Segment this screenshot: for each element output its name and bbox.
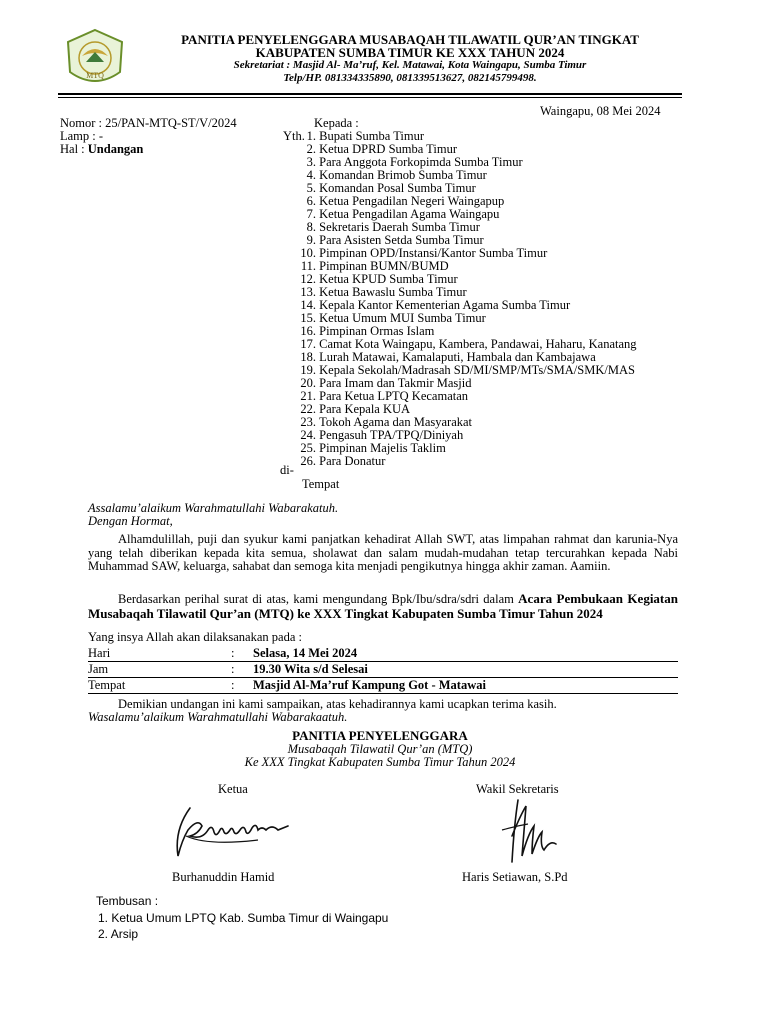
cc-label: Tembusan : — [96, 894, 159, 908]
chair-title: Ketua — [218, 782, 248, 796]
recipient-name: Tokoh Agama dan Masyarakat — [319, 415, 473, 429]
event-details — [88, 646, 678, 694]
event-detail-label: Hari — [88, 646, 111, 660]
recipient-name: Pimpinan Ormas Islam — [319, 324, 435, 338]
recipient-name: Pengasuh TPA/TPQ/Diniyah — [319, 428, 464, 442]
greeting-hormat: Dengan Hormat, — [88, 514, 173, 528]
recipient-number: 23. — [300, 415, 316, 429]
cc-item — [98, 910, 388, 926]
recipients-tempat: Tempat — [302, 477, 340, 491]
recipient-number: 8. — [306, 220, 316, 234]
recipient-item — [280, 455, 700, 468]
event-detail-value: 19.30 Wita s/d Selesai — [253, 662, 368, 676]
recipient-name: Ketua Pengadilan Agama Waingapu — [319, 207, 500, 221]
recipient-name: Pimpinan BUMN/BUMD — [319, 259, 449, 273]
cc-text: Arsip — [110, 927, 139, 941]
recipient-number: 10. — [300, 246, 316, 260]
recipient-name: Kepala Kantor Kementerian Agama Sumba Timur — [319, 298, 571, 312]
paragraph-invitation — [88, 592, 678, 621]
letter-number: Nomor : 25/PAN-MTQ-ST/V/2024 — [60, 116, 237, 130]
subject-label: Hal : — [60, 142, 85, 156]
committee-name: PANITIA PENYELENGGARA — [292, 728, 468, 743]
recipient-number: 15. — [300, 311, 316, 325]
letterhead-title-line1: PANITIA PENYELENGGARA MUSABAQAH TILAWATIL QUR’AN TINGKAT — [181, 32, 639, 47]
recipient-number: 12. — [300, 272, 316, 286]
recipient-number: 18. — [300, 350, 316, 364]
recipient-number: 2. — [306, 142, 316, 156]
letterhead-phone: Telp/HP. 081334335890, 081339513627, 082145799498. — [283, 72, 537, 84]
cc-list — [98, 910, 388, 942]
event-detail-colon: : — [231, 646, 235, 660]
letterhead-rule-thick — [58, 93, 682, 95]
recipients-yth: Yth. — [283, 129, 305, 143]
recipient-number: 14. — [300, 298, 316, 312]
recipient-name: Para Imam dan Takmir Masjid — [319, 376, 472, 390]
event-detail-row — [88, 662, 678, 678]
recipient-name: Para Kepala KUA — [319, 402, 411, 416]
recipient-name: Komandan Posal Sumba Timur — [319, 181, 476, 195]
recipient-number: 5. — [306, 181, 316, 195]
letter-subject — [60, 143, 143, 156]
recipient-number: 7. — [306, 207, 316, 221]
recipient-number: 9. — [306, 233, 316, 247]
recipient-number: 16. — [300, 324, 316, 338]
logo-mtq-label: MTQ — [86, 71, 104, 80]
recipient-number: 3. — [306, 155, 316, 169]
letterhead-secretariat: Sekretariat : Masjid Al- Ma’ruf, Kel. Matawai, Kota Waingapu, Sumba Timur — [233, 59, 587, 71]
recipient-name: Ketua Bawaslu Sumba Timur — [319, 285, 467, 299]
invitation-event: Acara Pembukaan Kegiatan Musabaqah Tilawatil Qur’an (MTQ) ke XXX Tingkat Kabupaten Sumba Timur Tahun 2024 — [88, 591, 678, 621]
recipient-name: Para Asisten Setda Sumba Timur — [319, 233, 484, 247]
recipient-number: 25. — [300, 441, 316, 455]
recipient-name: Pimpinan Majelis Taklim — [319, 441, 446, 455]
subject-value: Undangan — [87, 142, 144, 156]
recipient-number: 24. — [300, 428, 316, 442]
recipients-header: Kepada : — [314, 116, 359, 130]
recipient-name: Ketua Umum MUI Sumba Timur — [319, 311, 486, 325]
letterhead-title-line2: KABUPATEN SUMBA TIMUR KE XXX TAHUN 2024 — [255, 45, 565, 60]
committee-block — [80, 729, 680, 770]
event-detail-colon: : — [231, 678, 235, 692]
recipient-name: Kepala Sekolah/Madrasah SD/MI/SMP/MTs/SMA/SMK/MAS — [319, 363, 635, 377]
vice-secretary-title: Wakil Sekretaris — [476, 782, 559, 796]
recipient-number: 13. — [300, 285, 316, 299]
recipient-name: Para Anggota Forkopimda Sumba Timur — [319, 155, 523, 169]
recipient-name: Camat Kota Waingapu, Kambera, Pandawai, Haharu, Kanatang — [319, 337, 637, 351]
recipient-name: Sekretaris Daerah Sumba Timur — [319, 220, 480, 234]
recipients-di: di- — [280, 463, 294, 477]
recipient-name: Bupati Sumba Timur — [319, 129, 425, 143]
recipient-number: 11. — [300, 259, 316, 273]
recipient-name: Lurah Matawai, Kamalaputi, Hambala dan Kambajawa — [319, 350, 596, 364]
event-detail-row — [88, 678, 678, 694]
recipient-name: Para Ketua LPTQ Kecamatan — [319, 389, 469, 403]
organization-logo — [60, 28, 130, 90]
recipient-number: 26. — [300, 454, 316, 468]
cc-text: Ketua Umum LPTQ Kab. Sumba Timur di Waingapu — [111, 911, 389, 925]
recipient-name: Ketua Pengadilan Negeri Waingapup — [319, 194, 505, 208]
vice-secretary-name: Haris Setiawan, S.Pd — [462, 870, 568, 884]
letter-date: Waingapu, 08 Mei 2024 — [540, 104, 661, 118]
event-detail-value: Selasa, 14 Mei 2024 — [253, 646, 358, 660]
event-detail-row — [88, 646, 678, 662]
cc-number: 1. — [98, 911, 112, 925]
recipient-name: Ketua DPRD Sumba Timur — [319, 142, 457, 156]
recipient-name: Pimpinan OPD/Instansi/Kantor Sumba Timur — [319, 246, 548, 260]
closing-text: Demikian undangan ini kami sampaikan, atas kehadirannya kami ucapkan terima kasih. — [118, 697, 557, 711]
event-detail-label: Tempat — [88, 678, 126, 692]
chair-signature — [168, 800, 298, 868]
recipient-name: Ketua KPUD Sumba Timur — [319, 272, 458, 286]
recipient-list — [280, 130, 700, 468]
cc-number: 2. — [98, 927, 111, 941]
recipient-number: 4. — [306, 168, 316, 182]
recipient-number: 20. — [300, 376, 316, 390]
event-detail-label: Jam — [88, 662, 109, 676]
event-detail-value: Masjid Al-Ma’ruf Kampung Got - Matawai — [253, 678, 486, 692]
recipient-number: 19. — [300, 363, 316, 377]
invitation-text: Berdasarkan perihal surat di atas, kami mengundang Bpk/Ibu/sdra/sdri dalam — [118, 592, 519, 606]
letter-attachment: Lamp : - — [60, 129, 104, 143]
recipient-number: 22. — [300, 402, 316, 416]
chair-name: Burhanuddin Hamid — [172, 870, 275, 884]
recipient-name: Komandan Brimob Sumba Timur — [319, 168, 487, 182]
committee-event: Musabaqah Tilawatil Qur’an (MTQ) — [287, 741, 473, 756]
greeting-salam: Assalamu’alaikum Warahmatullahi Wabarakatuh. — [88, 501, 339, 515]
closing-salam: Wasalamu’alaikum Warahmatullahi Wabarakaatuh. — [88, 710, 348, 724]
cc-item — [98, 926, 388, 942]
schedule-intro: Yang insya Allah akan dilaksanakan pada : — [88, 630, 302, 644]
recipient-name: Para Donatur — [319, 454, 386, 468]
letterhead-rule-thin — [58, 97, 682, 98]
committee-edition: Ke XXX Tingkat Kabupaten Sumba Timur Tahun 2024 — [244, 755, 516, 769]
recipient-number: 17. — [300, 337, 316, 351]
recipient-number: 21. — [300, 389, 316, 403]
recipient-number: 1. — [306, 129, 316, 143]
recipient-number: 6. — [306, 194, 316, 208]
paragraph-opening: Alhamdulillah, puji dan syukur kami panjatkan kehadirat Allah SWT, atas limpahan rahmat dan karunia-Nya yang telah diberikan kepada kita semua, sholawat dan salam mudah-mudahan tetap tercurahkan kepada Nabi Muhammad SAW, keluarga, sahabat dan semoga kita menjadi pengikutnya hingga akhir zaman. Aamiin. — [88, 532, 678, 573]
letterhead — [140, 33, 680, 85]
event-detail-colon: : — [231, 662, 235, 676]
vice-secretary-signature — [488, 796, 578, 874]
